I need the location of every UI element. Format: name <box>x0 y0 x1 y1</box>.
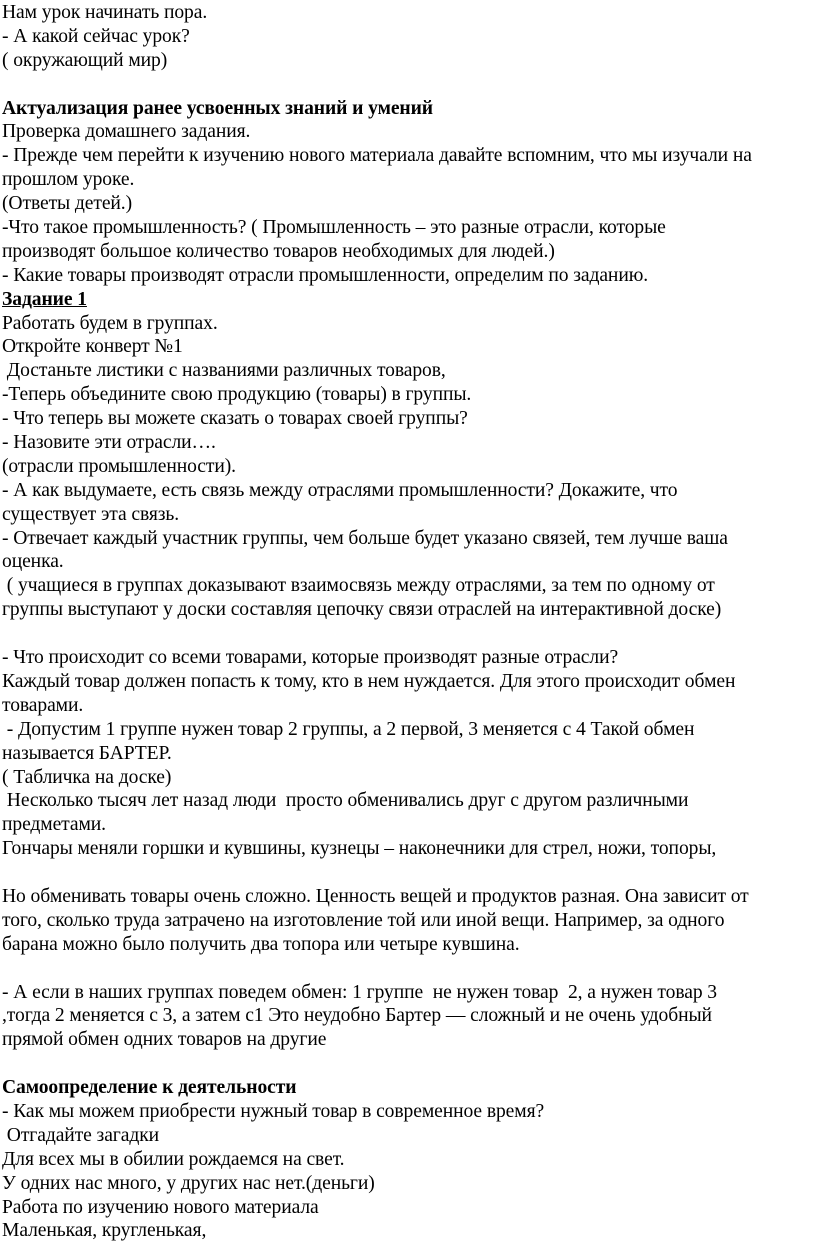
blank-line <box>2 622 814 646</box>
text-line: - Что происходит со всеми товарами, которые производят разные отрасли? <box>2 647 619 669</box>
text-line: Работа по изучению нового материала <box>2 1196 319 1218</box>
blank-line <box>2 861 814 885</box>
text-line: ,тогда 2 меняется с 3, а затем с1 Это неудобно Бартер — сложный и не очень удобный <box>2 1005 712 1027</box>
text-line: Каждый товар должен попасть к тому, кто в нем нуждается. Для этого происходит обмен <box>2 670 736 692</box>
text-line: - Допустим 1 группе нужен товар 2 группы, а 2 первой, 3 меняется с 4 Такой обмен <box>2 718 695 740</box>
blank-line <box>2 1052 814 1076</box>
text-line: производят большое количество товаров необходимых для людей.) <box>2 240 555 262</box>
text-line: группы выступают у доски составляя цепочку связи отраслей на интерактивной доске) <box>2 599 722 621</box>
text-line: существует эта связь. <box>2 503 180 525</box>
text-line: того, сколько труда затрачено на изготовление той или иной вещи. Например, за одного <box>2 909 725 931</box>
text-line: товарами. <box>2 694 84 716</box>
text-line: Но обменивать товары очень сложно. Ценность вещей и продуктов разная. Она зависит от <box>2 885 749 907</box>
text-line: Нам урок начинать пора. <box>2 2 208 23</box>
text-line: Маленькая, кругленькая, <box>2 1220 207 1242</box>
text-line: Работать будем в группах. <box>2 312 218 334</box>
text-line: предметами. <box>2 814 106 836</box>
text-line: - Как мы можем приобрести нужный товар в современное время? <box>2 1100 545 1122</box>
text-line: Откройте конверт №1 <box>2 336 183 358</box>
section-heading-actualization: Актуализация ранее усвоенных знаний и умений <box>2 97 433 119</box>
text-line: барана можно было получить два топора или четыре кувшина. <box>2 933 520 955</box>
text-line: -Теперь объедините свою продукцию (товары) в группы. <box>2 384 472 406</box>
text-line: Достаньте листики с названиями различных товаров, <box>2 360 446 382</box>
text-line: Отгадайте загадки <box>2 1124 159 1146</box>
blank-line <box>2 957 814 981</box>
text-line: прошлом уроке. <box>2 169 135 191</box>
text-line: ( учащиеся в группах доказывают взаимосвязь между отраслями, за тем по одному от <box>2 575 715 597</box>
text-line: - Что теперь вы можете сказать о товарах своей группы? <box>2 408 468 430</box>
text-line: оценка. <box>2 551 64 573</box>
text-line: - Отвечает каждый участник группы, чем больше будет указано связей, тем лучше ваша <box>2 527 728 549</box>
text-line: Проверка домашнего задания. <box>2 121 251 143</box>
text-line: Для всех мы в обилии рождаемся на свет. <box>2 1148 345 1170</box>
text-line: Несколько тысяч лет назад люди просто обменивались друг с другом различными <box>2 790 689 812</box>
text-line: - Назовите эти отрасли…. <box>2 432 216 454</box>
blank-line <box>2 73 814 97</box>
text-line: ( Табличка на доске) <box>2 766 172 788</box>
text-line: - А как выдумаете, есть связь между отраслями промышленности? Докажите, что <box>2 479 678 501</box>
text-line: - А какой сейчас урок? <box>2 25 190 47</box>
text-line: ( окружающий мир) <box>2 49 168 71</box>
text-line: У одних нас много, у других нас нет.(деньги) <box>2 1172 375 1194</box>
section-heading-self-determination: Самоопределение к деятельности <box>2 1077 297 1099</box>
text-line: (Ответы детей.) <box>2 193 133 215</box>
text-line: -Что такое промышленность? ( Промышленность – это разные отрасли, которые <box>2 217 666 239</box>
text-line: - Прежде чем перейти к изучению нового материала давайте вспомним, что мы изучали на <box>2 145 752 167</box>
text-line: называется БАРТЕР. <box>2 742 172 764</box>
text-line: Гончары меняли горшки и кувшины, кузнецы – наконечники для стрел, ножи, топоры, <box>2 838 717 860</box>
text-line: прямой обмен одних товаров на другие <box>2 1029 327 1051</box>
text-line: - Какие товары производят отрасли промышленности, определим по заданию. <box>2 264 649 286</box>
text-line: (отрасли промышленности). <box>2 455 236 477</box>
task-heading: Задание 1 <box>2 288 87 310</box>
document-page <box>2 1 814 1243</box>
text-line: - А если в наших группах поведем обмен: 1 группе не нужен товар 2, а нужен товар 3 <box>2 981 718 1003</box>
